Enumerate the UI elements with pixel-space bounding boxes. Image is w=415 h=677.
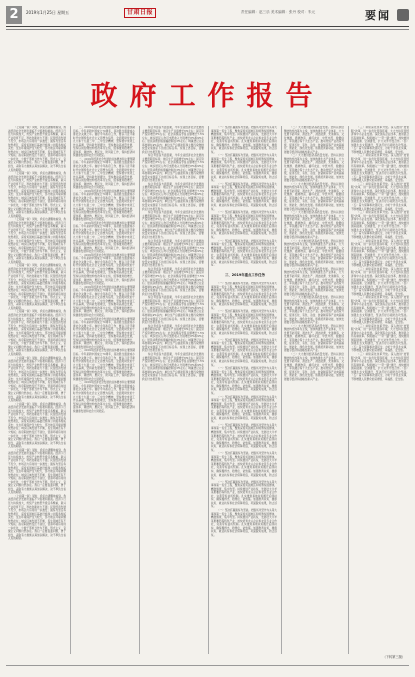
- paragraph: 二、2019年经济社会发展的总体要求和主要预期目标。今年是新中国成立70周年，是决胜全面建成小康社会关键之年。做好今年政府工作，要以习近平新时代中国特色社会主义思想为指导，全面贯彻党的十九大和十九届二中、三中全会精神，坚持稳中求进工作总基调，坚持新发展理念，坚持推动高质量发展，坚持以供给侧结构性改革为主线，统筹推进稳增长、促改革、调结构、惠民生、防风险工作，保持经济持续健康发展和社会大局稳定。: [73, 285, 135, 317]
- editor-credits: 责任编辑：赵三乐 美术编辑：张丹 校对：朱元: [241, 10, 316, 14]
- paragraph: （上接第一版）同时，我们也清醒地看到，我省经济社会发展仍面临不少困难和挑战。经济下行压力持续加大，传统产业转型升级任务繁重，新兴产业培育不足，科技创新能力不强；民营经济发展不充分，市场活力有待进一步激发；脱贫攻坚任务依然艰巨，深度贫困地区基础设施和公共服务短板突出；生态环境保护压力较大，部分地区环境问题依然存在；城乡区域发展不平衡，民生领域还有不少短板；政府职能转变还不到位，营商环境有待进一步优化，少数干部担当作为不够，形式主义、官僚主义问题仍然存在。我们一定要直面问题，勇于担当，采取有力措施认真加以解决，决不辜负全省人民的期望。: [8, 494, 66, 541]
- paragraph: （二）大力推进经济高质量发展。坚持以供给侧结构性改革为主线，加快构建生态产业体系，大力发展节能环保、清洁生产、清洁能源、先进制造、文化旅游、通道物流、循环农业、中医中药、数据信息、军民融合等十大生态产业。推动传统产业改造升级，促进石化、有色、冶金、装备制造等产业向高端化、智能化、绿色化发展。积极培育新动能，加快发展数字经济和战略性新兴产业。: [284, 126, 344, 154]
- header-rule-thin: [6, 29, 409, 30]
- footer-rule: [6, 665, 409, 666]
- paragraph: （三）持续深化改革开放。深入推进“放管服”改革，进一步优化营商环境，大力支持民营经济和中小企业发展。深化国有企业改革，推进混合所有制改革。积极融入“一带一路”建设，加快推进国际陆港、空港建设，扩大对外开放合作。（四）加强生态文明建设，坚决打好污染防治攻坚战。（五）着力保障和改善民生，办好十件民生实事，不断增强人民群众的获得感、幸福感、安全感。: [351, 267, 409, 296]
- paragraph: （一）坚决打赢脱贫攻坚战。把脱贫攻坚作为头等大事和第一民生工程，聚焦深度贫困地区和特殊贫困群体，精准施策，集中攻坚。持续推进产业扶贫，发展壮大牛羊菜果薯药等特色产业，加快培育龙头企业和农民专业合作社，完善带贫益贫机制。扎实推进易地扶贫搬迁后续扶持，确保搬得出、稳得住、能致富。加强教育扶贫、健康扶贫、就业扶贫和社会保障兜底，巩固脱贫成果，防止返贫。: [211, 452, 277, 481]
- page-number: 2: [6, 6, 22, 24]
- paragraph: （二）大力推进经济高质量发展。坚持以供给侧结构性改革为主线，加快构建生态产业体系，大力发展节能环保、清洁生产、清洁能源、先进制造、文化旅游、通道物流、循环农业、中医中药、数据信息、军民融合等十大生态产业。推动传统产业改造升级，促进石化、有色、冶金、装备制造等产业向高端化、智能化、绿色化发展。积极培育新动能，加快发展数字经济和战略性新兴产业。: [284, 154, 344, 183]
- article-column-5: [284, 126, 344, 656]
- paragraph: （一）坚决打赢脱贫攻坚战。把脱贫攻坚作为头等大事和第一民生工程，聚焦深度贫困地区和特殊贫困群体，精准施策，集中攻坚。持续推进产业扶贫，发展壮大牛羊菜果薯药等特色产业，加快培育龙头企业和农民专业合作社，完善带贫益贫机制。扎实推进易地扶贫搬迁后续扶持，确保搬得出、稳得住、能致富。加强教育扶贫、健康扶贫、就业扶贫和社会保障兜底，巩固脱贫成果，防止返贫。: [211, 239, 277, 266]
- paragraph: （三）持续深化改革开放。深入推进“放管服”改革，进一步优化营商环境，大力支持民营经济和中小企业发展。深化国有企业改革，推进混合所有制改革。积极融入“一带一路”建设，加快推进国际陆港、空港建设，扩大对外开放合作。（四）加强生态文明建设，坚决打好污染防治攻坚战。（五）着力保障和改善民生，办好十件民生实事，不断增强人民群众的获得感、幸福感、安全感。: [351, 296, 409, 325]
- paragraph: 综合考虑各方面因素，今年全省经济社会发展的主要预期目标是：地区生产总值增长6%左右；固定资产投资增长6%左右；社会消费品零售总额增长7.5%左右；城乡居民人均可支配收入分别增长8%和9%左右；居民消费价格涨幅控制在3%左右；城镇登记失业率控制在4%以内；单位生产总值能耗和主要污染物排放量完成国家下达的目标任务。实现上述目标，需要我们付出艰苦努力。: [142, 324, 204, 353]
- paragraph: （一）坚决打赢脱贫攻坚战。把脱贫攻坚作为头等大事和第一民生工程，聚焦深度贫困地区和特殊贫困群体，精准施策，集中攻坚。持续推进产业扶贫，发展壮大牛羊菜果薯药等特色产业，加快培育龙头企业和农民专业合作社，完善带贫益贫机制。扎实推进易地扶贫搬迁后续扶持，确保搬得出、稳得住、能致富。加强教育扶贫、健康扶贫、就业扶贫和社会保障兜底，巩固脱贫成果，防止返贫。: [211, 310, 277, 339]
- paragraph: （三）持续深化改革开放。深入推进“放管服”改革，进一步优化营商环境，大力支持民营经济和中小企业发展。深化国有企业改革，推进混合所有制改革。积极融入“一带一路”建设，加快推进国际陆港、空港建设，扩大对外开放合作。（四）加强生态文明建设，坚决打好污染防治攻坚战。（五）着力保障和改善民生，办好十件民生实事，不断增强人民群众的获得感、幸福感、安全感。: [351, 353, 409, 381]
- paragraph: （一）坚决打赢脱贫攻坚战。把脱贫攻坚作为头等大事和第一民生工程，聚焦深度贫困地区和特殊贫困群体，精准施策，集中攻坚。持续推进产业扶贫，发展壮大牛羊菜果薯药等特色产业，加快培育龙头企业和农民专业合作社，完善带贫益贫机制。扎实推进易地扶贫搬迁后续扶持，确保搬得出、稳得住、能致富。加强教育扶贫、健康扶贫、就业扶贫和社会保障兜底，巩固脱贫成果，防止返贫。: [211, 395, 277, 424]
- paragraph: （上接第一版）同时，我们也清醒地看到，我省经济社会发展仍面临不少困难和挑战。经济下行压力持续加大，传统产业转型升级任务繁重，新兴产业培育不足，科技创新能力不强；民营经济发展不充分，市场活力有待进一步激发；脱贫攻坚任务依然艰巨，深度贫困地区基础设施和公共服务短板突出；生态环境保护压力较大，部分地区环境问题依然存在；城乡区域发展不平衡，民生领域还有不少短板；政府职能转变还不到位，营商环境有待进一步优化，少数干部担当作为不够，形式主义、官僚主义问题仍然存在。我们一定要直面问题，勇于担当，采取有力措施认真加以解决，决不辜负全省人民的期望。: [8, 218, 66, 264]
- paragraph: 二、2019年经济社会发展的总体要求和主要预期目标。今年是新中国成立70周年，是决胜全面建成小康社会关键之年。做好今年政府工作，要以习近平新时代中国特色社会主义思想为指导，全面贯彻党的十九大和十九届二中、三中全会精神，坚持稳中求进工作总基调，坚持新发展理念，坚持推动高质量发展，坚持以供给侧结构性改革为主线，统筹推进稳增长、促改革、调结构、惠民生、防风险工作，保持经济持续健康发展和社会大局稳定。: [73, 253, 135, 286]
- paragraph: 二、2019年经济社会发展的总体要求和主要预期目标。今年是新中国成立70周年，是决胜全面建成小康社会关键之年。做好今年政府工作，要以习近平新时代中国特色社会主义思想为指导，全面贯彻党的十九大和十九届二中、三中全会精神，坚持稳中求进工作总基调，坚持新发展理念，坚持推动高质量发展，坚持以供给侧结构性改革为主线，统筹推进稳增长、促改革、调结构、惠民生、防风险工作，保持经济持续健康发展和社会大局稳定。: [73, 126, 135, 158]
- paragraph: （二）大力推进经济高质量发展。坚持以供给侧结构性改革为主线，加快构建生态产业体系，大力发展节能环保、清洁生产、清洁能源、先进制造、文化旅游、通道物流、循环农业、中医中药、数据信息、军民融合等十大生态产业。推动传统产业改造升级，促进石化、有色、冶金、装备制造等产业向高端化、智能化、绿色化发展。积极培育新动能，加快发展数字经济和战略性新兴产业。: [284, 182, 344, 211]
- paragraph: 综合考虑各方面因素，今年全省经济社会发展的主要预期目标是：地区生产总值增长6%左右；固定资产投资增长6%左右；社会消费品零售总额增长7.5%左右；城乡居民人均可支配收入分别增长8%和9%左右；居民消费价格涨幅控制在3%左右；城镇登记失业率控制在4%以内；单位生产总值能耗和主要污染物排放量完成国家下达的目标任务。实现上述目标，需要我们付出艰苦努力。: [142, 211, 204, 239]
- paragraph: 综合考虑各方面因素，今年全省经济社会发展的主要预期目标是：地区生产总值增长6%左右；固定资产投资增长6%左右；社会消费品零售总额增长7.5%左右；城乡居民人均可支配收入分别增长8%和9%左右；居民消费价格涨幅控制在3%左右；城镇登记失业率控制在4%以内；单位生产总值能耗和主要污染物排放量完成国家下达的目标任务。实现上述目标，需要我们付出艰苦努力。: [142, 126, 204, 154]
- paragraph: （一）坚决打赢脱贫攻坚战。把脱贫攻坚作为头等大事和第一民生工程，聚焦深度贫困地区和特殊贫困群体，精准施策，集中攻坚。持续推进产业扶贫，发展壮大牛羊菜果薯药等特色产业，加快培育龙头企业和农民专业合作社，完善带贫益贫机制。扎实推进易地扶贫搬迁后续扶持，确保搬得出、稳得住、能致富。加强教育扶贫、健康扶贫、就业扶贫和社会保障兜底，巩固脱贫成果，防止返贫。: [211, 211, 277, 239]
- paragraph: （一）坚决打赢脱贫攻坚战。把脱贫攻坚作为头等大事和第一民生工程，聚焦深度贫困地区和特殊贫困群体，精准施策，集中攻坚。持续推进产业扶贫，发展壮大牛羊菜果薯药等特色产业，加快培育龙头企业和农民专业合作社，完善带贫益贫机制。扎实推进易地扶贫搬迁后续扶持，确保搬得出、稳得住、能致富。加强教育扶贫、健康扶贫、就业扶贫和社会保障兜底，巩固脱贫成果，防止返贫。: [211, 423, 277, 452]
- article-column-4a: [211, 126, 277, 266]
- section-marker: [397, 9, 409, 21]
- paragraph: （一）坚决打赢脱贫攻坚战。把脱贫攻坚作为头等大事和第一民生工程，聚焦深度贫困地区和特殊贫困群体，精准施策，集中攻坚。持续推进产业扶贫，发展壮大牛羊菜果薯药等特色产业，加快培育龙头企业和农民专业合作社，完善带贫益贫机制。扎实推进易地扶贫搬迁后续扶持，确保搬得出、稳得住、能致富。加强教育扶贫、健康扶贫、就业扶贫和社会保障兜底，巩固脱贫成果，防止返贫。: [211, 480, 277, 509]
- paragraph: （二）大力推进经济高质量发展。坚持以供给侧结构性改革为主线，加快构建生态产业体系，大力发展节能环保、清洁生产、清洁能源、先进制造、文化旅游、通道物流、循环农业、中医中药、数据信息、军民融合等十大生态产业。推动传统产业改造升级，促进石化、有色、冶金、装备制造等产业向高端化、智能化、绿色化发展。积极培育新动能，加快发展数字经济和战略性新兴产业。: [284, 239, 344, 268]
- paragraph: （一）坚决打赢脱贫攻坚战。把脱贫攻坚作为头等大事和第一民生工程，聚焦深度贫困地区和特殊贫困群体，精准施策，集中攻坚。持续推进产业扶贫，发展壮大牛羊菜果薯药等特色产业，加快培育龙头企业和农民专业合作社，完善带贫益贫机制。扎实推进易地扶贫搬迁后续扶持，确保搬得出、稳得住、能致富。加强教育扶贫、健康扶贫、就业扶贫和社会保障兜底，巩固脱贫成果，防止返贫。: [211, 182, 277, 211]
- paragraph: （一）坚决打赢脱贫攻坚战。把脱贫攻坚作为头等大事和第一民生工程，聚焦深度贫困地区和特殊贫困群体，精准施策，集中攻坚。持续推进产业扶贫，发展壮大牛羊菜果薯药等特色产业，加快培育龙头企业和农民专业合作社，完善带贫益贫机制。扎实推进易地扶贫搬迁后续扶持，确保搬得出、稳得住、能致富。加强教育扶贫、健康扶贫、就业扶贫和社会保障兜底，巩固脱贫成果，防止返贫。: [211, 367, 277, 395]
- paragraph: 二、2019年经济社会发展的总体要求和主要预期目标。今年是新中国成立70周年，是决胜全面建成小康社会关键之年。做好今年政府工作，要以习近平新时代中国特色社会主义思想为指导，全面贯彻党的十九大和十九届二中、三中全会精神，坚持稳中求进工作总基调，坚持新发展理念，坚持推动高质量发展，坚持以供给侧结构性改革为主线，统筹推进稳增长、促改革、调结构、惠民生、防风险工作，保持经济持续健康发展和社会大局稳定。: [73, 189, 135, 222]
- paragraph: （一）坚决打赢脱贫攻坚战。把脱贫攻坚作为头等大事和第一民生工程，聚焦深度贫困地区和特殊贫困群体，精准施策，集中攻坚。持续推进产业扶贫，发展壮大牛羊菜果薯药等特色产业，加快培育龙头企业和农民专业合作社，完善带贫益贫机制。扎实推进易地扶贫搬迁后续扶持，确保搬得出、稳得住、能致富。加强教育扶贫、健康扶贫、就业扶贫和社会保障兜底，巩固脱贫成果，防止返贫。: [211, 509, 277, 537]
- paragraph: 综合考虑各方面因素，今年全省经济社会发展的主要预期目标是：地区生产总值增长6%左右；固定资产投资增长6%左右；社会消费品零售总额增长7.5%左右；城乡居民人均可支配收入分别增长8%和9%左右；居民消费价格涨幅控制在3%左右；城镇登记失业率控制在4%以内；单位生产总值能耗和主要污染物排放量完成国家下达的目标任务。实现上述目标，需要我们付出艰苦努力。: [142, 182, 204, 211]
- paragraph: 综合考虑各方面因素，今年全省经济社会发展的主要预期目标是：地区生产总值增长6%左右；固定资产投资增长6%左右；社会消费品零售总额增长7.5%左右；城乡居民人均可支配收入分别增长8%和9%左右；居民消费价格涨幅控制在3%左右；城镇登记失业率控制在4%以内；单位生产总值能耗和主要污染物排放量完成国家下达的目标任务。实现上述目标，需要我们付出艰苦努力。: [142, 267, 204, 296]
- article-title: 政府工作报告: [90, 81, 325, 112]
- paragraph: （上接第一版）同时，我们也清醒地看到，我省经济社会发展仍面临不少困难和挑战。经济下行压力持续加大，传统产业转型升级任务繁重，新兴产业培育不足，科技创新能力不强；民营经济发展不充分，市场活力有待进一步激发；脱贫攻坚任务依然艰巨，深度贫困地区基础设施和公共服务短板突出；生态环境保护压力较大，部分地区环境问题依然存在；城乡区域发展不平衡，民生领域还有不少短板；政府职能转变还不到位，营商环境有待进一步优化，少数干部担当作为不够，形式主义、官僚主义问题仍然存在。我们一定要直面问题，勇于担当，采取有力措施认真加以解决，决不辜负全省人民的期望。: [8, 126, 66, 172]
- issue-date: 2019年1月25日 星期五: [26, 10, 70, 15]
- paragraph: （二）大力推进经济高质量发展。坚持以供给侧结构性改革为主线，加快构建生态产业体系，大力发展节能环保、清洁生产、清洁能源、先进制造、文化旅游、通道物流、循环农业、中医中药、数据信息、军民融合等十大生态产业。推动传统产业改造升级，促进石化、有色、冶金、装备制造等产业向高端化、智能化、绿色化发展。积极培育新动能，加快发展数字经济和战略性新兴产业。: [284, 324, 344, 353]
- masthead-logo: 甘肃日报: [124, 8, 156, 18]
- paragraph: 二、2019年经济社会发展的总体要求和主要预期目标。今年是新中国成立70周年，是决胜全面建成小康社会关键之年。做好今年政府工作，要以习近平新时代中国特色社会主义思想为指导，全面贯彻党的十九大和十九届二中、三中全会精神，坚持稳中求进工作总基调，坚持新发展理念，坚持推动高质量发展，坚持以供给侧结构性改革为主线，统筹推进稳增长、促改革、调结构、惠民生、防风险工作，保持经济持续健康发展和社会大局稳定。: [73, 157, 135, 190]
- paragraph: （上接第一版）同时，我们也清醒地看到，我省经济社会发展仍面临不少困难和挑战。经济下行压力持续加大，传统产业转型升级任务繁重，新兴产业培育不足，科技创新能力不强；民营经济发展不充分，市场活力有待进一步激发；脱贫攻坚任务依然艰巨，深度贫困地区基础设施和公共服务短板突出；生态环境保护压力较大，部分地区环境问题依然存在；城乡区域发展不平衡，民生领域还有不少短板；政府职能转变还不到位，营商环境有待进一步优化，少数干部担当作为不够，形式主义、官僚主义问题仍然存在。我们一定要直面问题，勇于担当，采取有力措施认真加以解决，决不辜负全省人民的期望。: [8, 356, 66, 403]
- paragraph: （上接第一版）同时，我们也清醒地看到，我省经济社会发展仍面临不少困难和挑战。经济下行压力持续加大，传统产业转型升级任务繁重，新兴产业培育不足，科技创新能力不强；民营经济发展不充分，市场活力有待进一步激发；脱贫攻坚任务依然艰巨，深度贫困地区基础设施和公共服务短板突出；生态环境保护压力较大，部分地区环境问题依然存在；城乡区域发展不平衡，民生领域还有不少短板；政府职能转变还不到位，营商环境有待进一步优化，少数干部担当作为不够，形式主义、官僚主义问题仍然存在。我们一定要直面问题，勇于担当，采取有力措施认真加以解决，决不辜负全省人民的期望。: [8, 402, 66, 449]
- paragraph: （二）大力推进经济高质量发展。坚持以供给侧结构性改革为主线，加快构建生态产业体系，大力发展节能环保、清洁生产、清洁能源、先进制造、文化旅游、通道物流、循环农业、中医中药、数据信息、军民融合等十大生态产业。推动传统产业改造升级，促进石化、有色、冶金、装备制造等产业向高端化、智能化、绿色化发展。积极培育新动能，加快发展数字经济和战略性新兴产业。: [284, 353, 344, 381]
- paragraph: （二）大力推进经济高质量发展。坚持以供给侧结构性改革为主线，加快构建生态产业体系，大力发展节能环保、清洁生产、清洁能源、先进制造、文化旅游、通道物流、循环农业、中医中药、数据信息、军民融合等十大生态产业。推动传统产业改造升级，促进石化、有色、冶金、装备制造等产业向高端化、智能化、绿色化发展。积极培育新动能，加快发展数字经济和战略性新兴产业。: [284, 211, 344, 239]
- paragraph: （二）大力推进经济高质量发展。坚持以供给侧结构性改革为主线，加快构建生态产业体系，大力发展节能环保、清洁生产、清洁能源、先进制造、文化旅游、通道物流、循环农业、中医中药、数据信息、军民融合等十大生态产业。推动传统产业改造升级，促进石化、有色、冶金、装备制造等产业向高端化、智能化、绿色化发展。积极培育新动能，加快发展数字经济和战略性新兴产业。: [284, 296, 344, 325]
- page-header: [6, 6, 409, 24]
- paragraph: （一）坚决打赢脱贫攻坚战。把脱贫攻坚作为头等大事和第一民生工程，聚焦深度贫困地区和特殊贫困群体，精准施策，集中攻坚。持续推进产业扶贫，发展壮大牛羊菜果薯药等特色产业，加快培育龙头企业和农民专业合作社，完善带贫益贫机制。扎实推进易地扶贫搬迁后续扶持，确保搬得出、稳得住、能致富。加强教育扶贫、健康扶贫、就业扶贫和社会保障兜底，巩固脱贫成果，防止返贫。: [211, 126, 277, 154]
- paragraph: （上接第一版）同时，我们也清醒地看到，我省经济社会发展仍面临不少困难和挑战。经济下行压力持续加大，传统产业转型升级任务繁重，新兴产业培育不足，科技创新能力不强；民营经济发展不充分，市场活力有待进一步激发；脱贫攻坚任务依然艰巨，深度贫困地区基础设施和公共服务短板突出；生态环境保护压力较大，部分地区环境问题依然存在；城乡区域发展不平衡，民生领域还有不少短板；政府职能转变还不到位，营商环境有待进一步优化，少数干部担当作为不够，形式主义、官僚主义问题仍然存在。我们一定要直面问题，勇于担当，采取有力措施认真加以解决，决不辜负全省人民的期望。: [8, 172, 66, 218]
- paragraph: 二、2019年经济社会发展的总体要求和主要预期目标。今年是新中国成立70周年，是决胜全面建成小康社会关键之年。做好今年政府工作，要以习近平新时代中国特色社会主义思想为指导，全面贯彻党的十九大和十九届二中、三中全会精神，坚持稳中求进工作总基调，坚持新发展理念，坚持推动高质量发展，坚持以供给侧结构性改革为主线，统筹推进稳增长、促改革、调结构、惠民生、防风险工作，保持经济持续健康发展和社会大局稳定。: [73, 349, 135, 381]
- article-column-6: [351, 126, 409, 641]
- paragraph: 综合考虑各方面因素，今年全省经济社会发展的主要预期目标是：地区生产总值增长6%左右；固定资产投资增长6%左右；社会消费品零售总额增长7.5%左右；城乡居民人均可支配收入分别增长8%和9%左右；居民消费价格涨幅控制在3%左右；城镇登记失业率控制在4%以内；单位生产总值能耗和主要污染物排放量完成国家下达的目标任务。实现上述目标，需要我们付出艰苦努力。: [142, 154, 204, 183]
- paragraph: 二、2019年经济社会发展的总体要求和主要预期目标。今年是新中国成立70周年，是决胜全面建成小康社会关键之年。做好今年政府工作，要以习近平新时代中国特色社会主义思想为指导，全面贯彻党的十九大和十九届二中、三中全会精神，坚持稳中求进工作总基调，坚持新发展理念，坚持推动高质量发展，坚持以供给侧结构性改革为主线，统筹推进稳增长、促改革、调结构、惠民生、防风险工作，保持经济持续健康发展和社会大局稳定。: [73, 317, 135, 349]
- paragraph: 二、2019年经济社会发展的总体要求和主要预期目标。今年是新中国成立70周年，是决胜全面建成小康社会关键之年。做好今年政府工作，要以习近平新时代中国特色社会主义思想为指导，全面贯彻党的十九大和十九届二中、三中全会精神，坚持稳中求进工作总基调，坚持新发展理念，坚持推动高质量发展，坚持以供给侧结构性改革为主线，统筹推进稳增长、促改革、调结构、惠民生、防风险工作，保持经济持续健康发展和社会大局稳定。: [73, 381, 135, 413]
- paragraph: （上接第一版）同时，我们也清醒地看到，我省经济社会发展仍面临不少困难和挑战。经济下行压力持续加大，传统产业转型升级任务繁重，新兴产业培育不足，科技创新能力不强；民营经济发展不充分，市场活力有待进一步激发；脱贫攻坚任务依然艰巨，深度贫困地区基础设施和公共服务短板突出；生态环境保护压力较大，部分地区环境问题依然存在；城乡区域发展不平衡，民生领域还有不少短板；政府职能转变还不到位，营商环境有待进一步优化，少数干部担当作为不够，形式主义、官僚主义问题仍然存在。我们一定要直面问题，勇于担当，采取有力措施认真加以解决，决不辜负全省人民的期望。: [8, 448, 66, 495]
- paragraph: （三）持续深化改革开放。深入推进“放管服”改革，进一步优化营商环境，大力支持民营经济和中小企业发展。深化国有企业改革，推进混合所有制改革。积极融入“一带一路”建设，加快推进国际陆港、空港建设，扩大对外开放合作。（四）加强生态文明建设，坚决打好污染防治攻坚战。（五）着力保障和改善民生，办好十件民生实事，不断增强人民群众的获得感、幸福感、安全感。: [351, 211, 409, 239]
- paragraph: （三）持续深化改革开放。深入推进“放管服”改革，进一步优化营商环境，大力支持民营经济和中小企业发展。深化国有企业改革，推进混合所有制改革。积极融入“一带一路”建设，加快推进国际陆港、空港建设，扩大对外开放合作。（四）加强生态文明建设，坚决打好污染防治攻坚战。（五）着力保障和改善民生，办好十件民生实事，不断增强人民群众的获得感、幸福感、安全感。: [351, 324, 409, 353]
- paragraph: 综合考虑各方面因素，今年全省经济社会发展的主要预期目标是：地区生产总值增长6%左右；固定资产投资增长6%左右；社会消费品零售总额增长7.5%左右；城乡居民人均可支配收入分别增长8%和9%左右；居民消费价格涨幅控制在3%左右；城镇登记失业率控制在4%以内；单位生产总值能耗和主要污染物排放量完成国家下达的目标任务。实现上述目标，需要我们付出艰苦努力。: [142, 296, 204, 325]
- article-column-4b: [211, 282, 277, 656]
- paragraph: （二）大力推进经济高质量发展。坚持以供给侧结构性改革为主线，加快构建生态产业体系，大力发展节能环保、清洁生产、清洁能源、先进制造、文化旅游、通道物流、循环农业、中医中药、数据信息、军民融合等十大生态产业。推动传统产业改造升级，促进石化、有色、冶金、装备制造等产业向高端化、智能化、绿色化发展。积极培育新动能，加快发展数字经济和战略性新兴产业。: [284, 267, 344, 296]
- paragraph: （三）持续深化改革开放。深入推进“放管服”改革，进一步优化营商环境，大力支持民营经济和中小企业发展。深化国有企业改革，推进混合所有制改革。积极融入“一带一路”建设，加快推进国际陆港、空港建设，扩大对外开放合作。（四）加强生态文明建设，坚决打好污染防治攻坚战。（五）着力保障和改善民生，办好十件民生实事，不断增强人民群众的获得感、幸福感、安全感。: [351, 154, 409, 183]
- article-column-1: [8, 126, 66, 656]
- section-subheading: 三、2019年重点工作任务: [225, 273, 265, 277]
- paragraph: （一）坚决打赢脱贫攻坚战。把脱贫攻坚作为头等大事和第一民生工程，聚焦深度贫困地区和特殊贫困群体，精准施策，集中攻坚。持续推进产业扶贫，发展壮大牛羊菜果薯药等特色产业，加快培育龙头企业和农民专业合作社，完善带贫益贫机制。扎实推进易地扶贫搬迁后续扶持，确保搬得出、稳得住、能致富。加强教育扶贫、健康扶贫、就业扶贫和社会保障兜底，巩固脱贫成果，防止返贫。: [211, 338, 277, 367]
- article-column-2: [73, 126, 135, 656]
- paragraph: （一）坚决打赢脱贫攻坚战。把脱贫攻坚作为头等大事和第一民生工程，聚焦深度贫困地区和特殊贫困群体，精准施策，集中攻坚。持续推进产业扶贫，发展壮大牛羊菜果薯药等特色产业，加快培育龙头企业和农民专业合作社，完善带贫益贫机制。扎实推进易地扶贫搬迁后续扶持，确保搬得出、稳得住、能致富。加强教育扶贫、健康扶贫、就业扶贫和社会保障兜底，巩固脱贫成果，防止返贫。: [211, 154, 277, 183]
- paragraph: （上接第一版）同时，我们也清醒地看到，我省经济社会发展仍面临不少困难和挑战。经济下行压力持续加大，传统产业转型升级任务繁重，新兴产业培育不足，科技创新能力不强；民营经济发展不充分，市场活力有待进一步激发；脱贫攻坚任务依然艰巨，深度贫困地区基础设施和公共服务短板突出；生态环境保护压力较大，部分地区环境问题依然存在；城乡区域发展不平衡，民生领域还有不少短板；政府职能转变还不到位，营商环境有待进一步优化，少数干部担当作为不够，形式主义、官僚主义问题仍然存在。我们一定要直面问题，勇于担当，采取有力措施认真加以解决，决不辜负全省人民的期望。: [8, 264, 66, 310]
- paragraph: （三）持续深化改革开放。深入推进“放管服”改革，进一步优化营商环境，大力支持民营经济和中小企业发展。深化国有企业改革，推进混合所有制改革。积极融入“一带一路”建设，加快推进国际陆港、空港建设，扩大对外开放合作。（四）加强生态文明建设，坚决打好污染防治攻坚战。（五）着力保障和改善民生，办好十件民生实事，不断增强人民群众的获得感、幸福感、安全感。: [351, 239, 409, 268]
- paragraph: 综合考虑各方面因素，今年全省经济社会发展的主要预期目标是：地区生产总值增长6%左右；固定资产投资增长6%左右；社会消费品零售总额增长7.5%左右；城乡居民人均可支配收入分别增长8%和9%左右；居民消费价格涨幅控制在3%左右；城镇登记失业率控制在4%以内；单位生产总值能耗和主要污染物排放量完成国家下达的目标任务。实现上述目标，需要我们付出艰苦努力。: [142, 239, 204, 268]
- paragraph: （三）持续深化改革开放。深入推进“放管服”改革，进一步优化营商环境，大力支持民营经济和中小企业发展。深化国有企业改革，推进混合所有制改革。积极融入“一带一路”建设，加快推进国际陆港、空港建设，扩大对外开放合作。（四）加强生态文明建设，坚决打好污染防治攻坚战。（五）着力保障和改善民生，办好十件民生实事，不断增强人民群众的获得感、幸福感、安全感。: [351, 126, 409, 154]
- article-column-3: [142, 126, 204, 656]
- section-title: 要闻: [365, 9, 391, 22]
- paragraph: 二、2019年经济社会发展的总体要求和主要预期目标。今年是新中国成立70周年，是决胜全面建成小康社会关键之年。做好今年政府工作，要以习近平新时代中国特色社会主义思想为指导，全面贯彻党的十九大和十九届二中、三中全会精神，坚持稳中求进工作总基调，坚持新发展理念，坚持推动高质量发展，坚持以供给侧结构性改革为主线，统筹推进稳增长、促改革、调结构、惠民生、防风险工作，保持经济持续健康发展和社会大局稳定。: [73, 221, 135, 254]
- paragraph: 综合考虑各方面因素，今年全省经济社会发展的主要预期目标是：地区生产总值增长6%左右；固定资产投资增长6%左右；社会消费品零售总额增长7.5%左右；城乡居民人均可支配收入分别增长8%和9%左右；居民消费价格涨幅控制在3%左右；城镇登记失业率控制在4%以内；单位生产总值能耗和主要污染物排放量完成国家下达的目标任务。实现上述目标，需要我们付出艰苦努力。: [142, 353, 204, 381]
- paragraph: （上接第一版）同时，我们也清醒地看到，我省经济社会发展仍面临不少困难和挑战。经济下行压力持续加大，传统产业转型升级任务繁重，新兴产业培育不足，科技创新能力不强；民营经济发展不充分，市场活力有待进一步激发；脱贫攻坚任务依然艰巨，深度贫困地区基础设施和公共服务短板突出；生态环境保护压力较大，部分地区环境问题依然存在；城乡区域发展不平衡，民生领域还有不少短板；政府职能转变还不到位，营商环境有待进一步优化，少数干部担当作为不够，形式主义、官僚主义问题仍然存在。我们一定要直面问题，勇于担当，采取有力措施认真加以解决，决不辜负全省人民的期望。: [8, 310, 66, 356]
- header-rule: [6, 26, 409, 27]
- paragraph: （一）坚决打赢脱贫攻坚战。把脱贫攻坚作为头等大事和第一民生工程，聚焦深度贫困地区和特殊贫困群体，精准施策，集中攻坚。持续推进产业扶贫，发展壮大牛羊菜果薯药等特色产业，加快培育龙头企业和农民专业合作社，完善带贫益贫机制。扎实推进易地扶贫搬迁后续扶持，确保搬得出、稳得住、能致富。加强教育扶贫、健康扶贫、就业扶贫和社会保障兜底，巩固脱贫成果，防止返贫。: [211, 282, 277, 310]
- paragraph: （三）持续深化改革开放。深入推进“放管服”改革，进一步优化营商环境，大力支持民营经济和中小企业发展。深化国有企业改革，推进混合所有制改革。积极融入“一带一路”建设，加快推进国际陆港、空港建设，扩大对外开放合作。（四）加强生态文明建设，坚决打好污染防治攻坚战。（五）着力保障和改善民生，办好十件民生实事，不断增强人民群众的获得感、幸福感、安全感。: [351, 182, 409, 211]
- continued-note: （下转第三版）: [382, 655, 405, 659]
